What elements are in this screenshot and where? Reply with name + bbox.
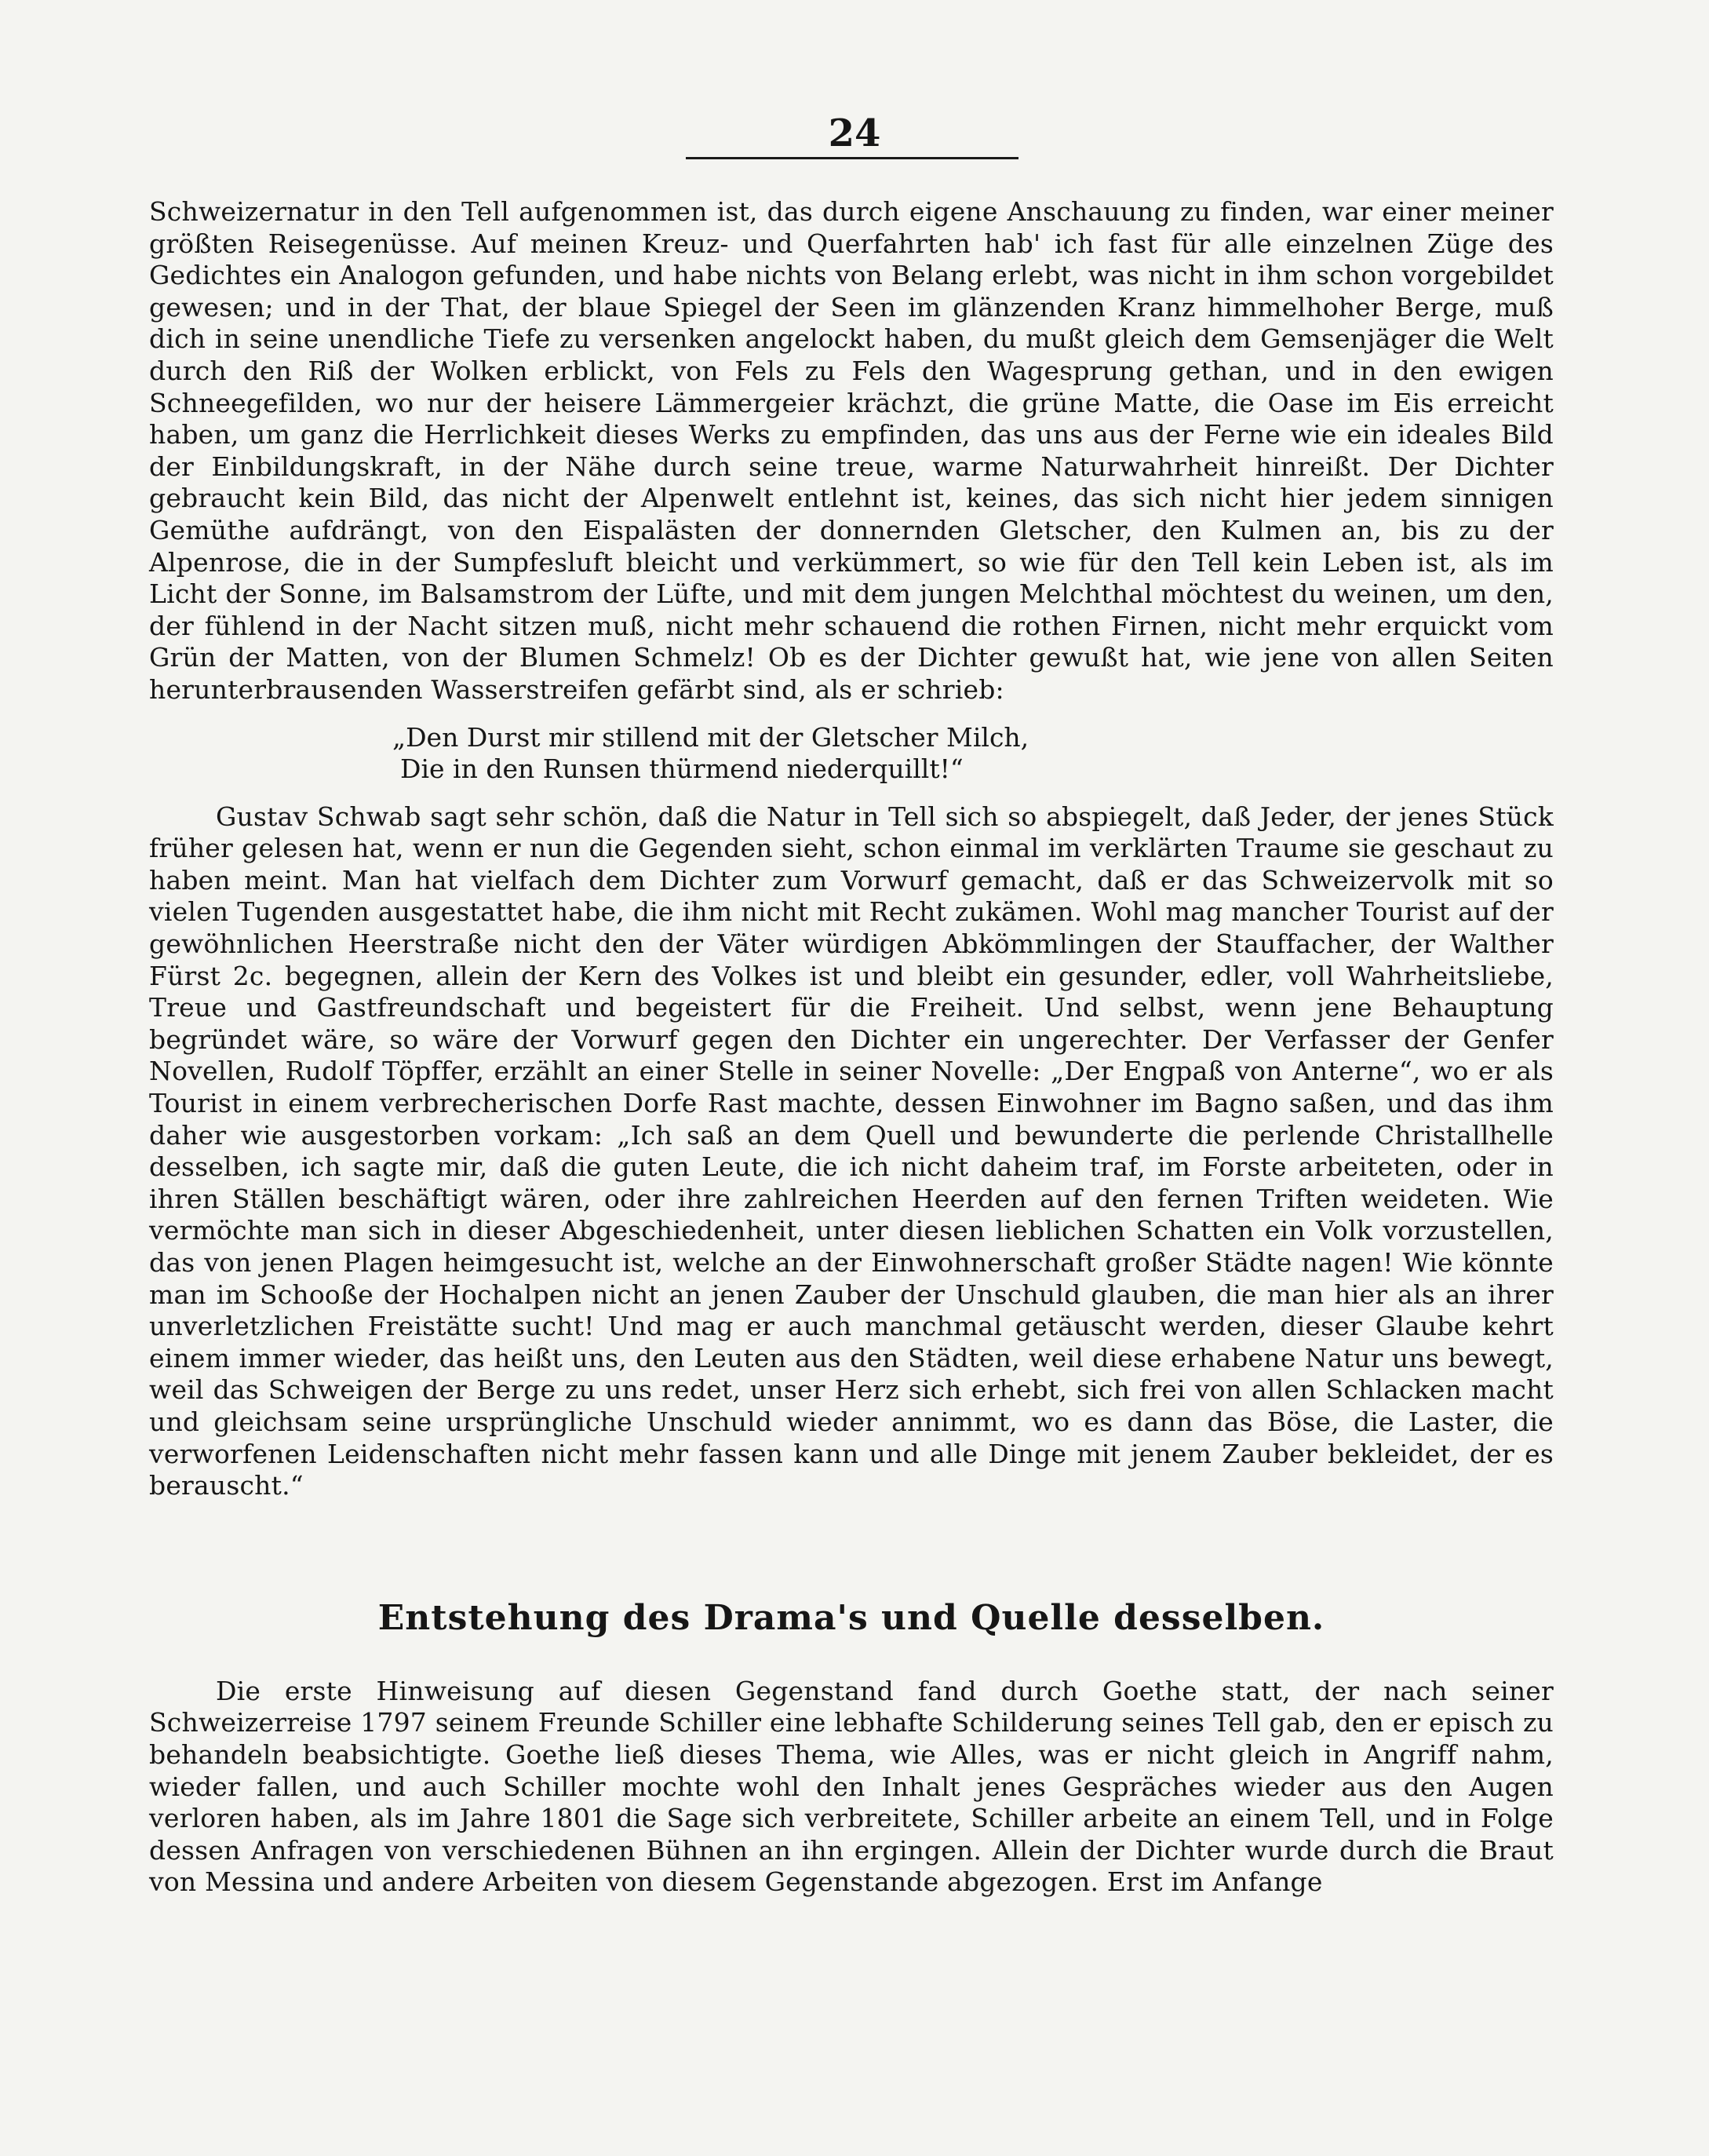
page-body <box>149 196 1554 1899</box>
verse-quote <box>392 722 1554 786</box>
verse-line-2: Die in den Runsen thürmend niederquillt!“ <box>400 753 964 785</box>
page-number: 24 <box>828 111 881 155</box>
paragraph-erste-hinweisung: Die erste Hinweisung auf diesen Gegenstand fand durch Goethe statt, der nach seiner Schweizerreise 1797 seinem Freunde Schiller eine lebhafte Schilderung seines Tell gab, den er episch zu behandeln beabsichtigte. Goethe ließ dieses Thema, wie Alles, was er nicht gleich in Angriff nahm, wieder fallen, und auch Schiller mochte wohl den Inhalt jenes Gespräches wieder aus den Augen verloren haben, als im Jahre 1801 die Sage sich verbreitete, Schiller arbeite an einem Tell, und in Folge dessen Anfragen von verschiedenen Bühnen an ihn ergingen. Allein der Dichter wurde durch die Braut von Messina und andere Arbeiten von diesem Gegenstande abgezogen. Erst im Anfange <box>149 1675 1554 1898</box>
header-rule <box>686 157 1018 159</box>
section-heading: Entstehung des Drama's und Quelle desselben. <box>377 1597 1325 1638</box>
verse-line-1: „Den Durst mir stillend mit der Gletscher Milch, <box>392 721 1029 753</box>
paragraph-gustav-schwab: Gustav Schwab sagt sehr schön, daß die Natur in Tell sich so abspiegelt, daß Jeder, der jenes Stück früher gelesen hat, wenn er nun die Gegenden sieht, schon einmal im verklärten Traume sie geschaut zu haben meint. Man hat vielfach dem Dichter zum Vorwurf gemacht, daß er das Schweizervolk mit so vielen Tugenden ausgestattet habe, die ihm nicht mit Recht zukämen. Wohl mag mancher Tourist auf der gewöhnlichen Heerstraße nicht den der Väter würdigen Abkömmlingen der Stauffacher, der Walther Fürst 2c. begegnen, allein der Kern des Volkes ist und bleibt ein gesunder, edler, voll Wahrheitsliebe, Treue und Gastfreundschaft und begeistert für die Freiheit. Und selbst, wenn jene Behauptung begründet wäre, so wäre der Vorwurf gegen den Dichter ein ungerechter. Der Verfasser der Genfer Novellen, Rudolf Töpffer, erzählt an einer Stelle in seiner Novelle: „Der Engpaß von Anterne“, wo er als Tourist in einem verbrecherischen Dorfe Rast machte, dessen Einwohner im Bagno saßen, und das ihm daher wie ausgestorben vorkam: „Ich saß an dem Quell und bewunderte die perlende Christallhelle desselben, ich sagte mir, daß die guten Leute, die ich nicht daheim traf, im Forste arbeiteten, oder in ihren Ställen beschäftigt wären, oder ihre zahlreichen Heerden auf den fernen Triften weideten. Wie vermöchte man sich in dieser Abgeschiedenheit, unter diesen lieblichen Schatten ein Volk vorzustellen, das von jenen Plagen heimgesucht ist, welche an der Einwohnerschaft großer Städte nagen! Wie könnte man im Schooße der Hochalpen nicht an jenen Zauber der Unschuld glauben, die man hier als an ihrer unverletzlichen Freistätte sucht! Und mag er auch manchmal getäuscht werden, dieser Glaube kehrt einem immer wieder, das heißt uns, den Leuten aus den Städten, weil diese erhabene Natur uns bewegt, weil das Schweigen der Berge zu uns redet, unser Herz sich erhebt, sich frei von allen Schlacken macht und gleichsam seine ursprüngliche Unschuld wieder annimmt, wo es dann das Böse, die Laster, die verworfenen Leidenschaften nicht mehr fassen kann und alle Dinge mit jenem Zauber bekleidet, der es berauscht.“ <box>149 801 1554 1501</box>
paragraph-schweizernatur: Schweizernatur in den Tell aufgenommen ist, das durch eigene Anschauung zu finden, war einer meiner größten Reisegenüsse. Auf meinen Kreuz- und Querfahrten hab' ich fast für alle einzelnen Züge des Gedichtes ein Analogon gefunden, und habe nichts von Belang erlebt, was nicht in ihm schon vorgebildet gewesen; und in der That, der blaue Spiegel der Seen im glänzenden Kranz himmelhoher Berge, muß dich in seine unendliche Tiefe zu versenken angelockt haben, du mußt gleich dem Gemsenjäger die Welt durch den Riß der Wolken erblickt, von Fels zu Fels den Wagesprung gethan, und in den ewigen Schneegefilden, wo nur der heisere Lämmergeier krächzt, die grüne Matte, die Oase im Eis erreicht haben, um ganz die Herrlichkeit dieses Werks zu empfinden, das uns aus der Ferne wie ein ideales Bild der Einbildungskraft, in der Nähe durch seine treue, warme Naturwahrheit hinreißt. Der Dichter gebraucht kein Bild, das nicht der Alpenwelt entlehnt ist, keines, das sich nicht hier jedem sinnigen Gemüthe aufdrängt, von den Eispalästen der donnernden Gletscher, den Kulmen an, bis zu der Alpenrose, die in der Sumpfesluft bleicht und verkümmert, so wie für den Tell kein Leben ist, als im Licht der Sonne, im Balsamstrom der Lüfte, und mit dem jungen Melchthal möchtest du weinen, um den, der fühlend in der Nacht sitzen muß, nicht mehr schauend die rothen Firnen, nicht mehr erquickt vom Grün der Matten, von der Blumen Schmelz! Ob es der Dichter gewußt hat, wie jene von allen Seiten herunterbrausenden Wasserstreifen gefärbt sind, als er schrieb: <box>149 196 1554 705</box>
